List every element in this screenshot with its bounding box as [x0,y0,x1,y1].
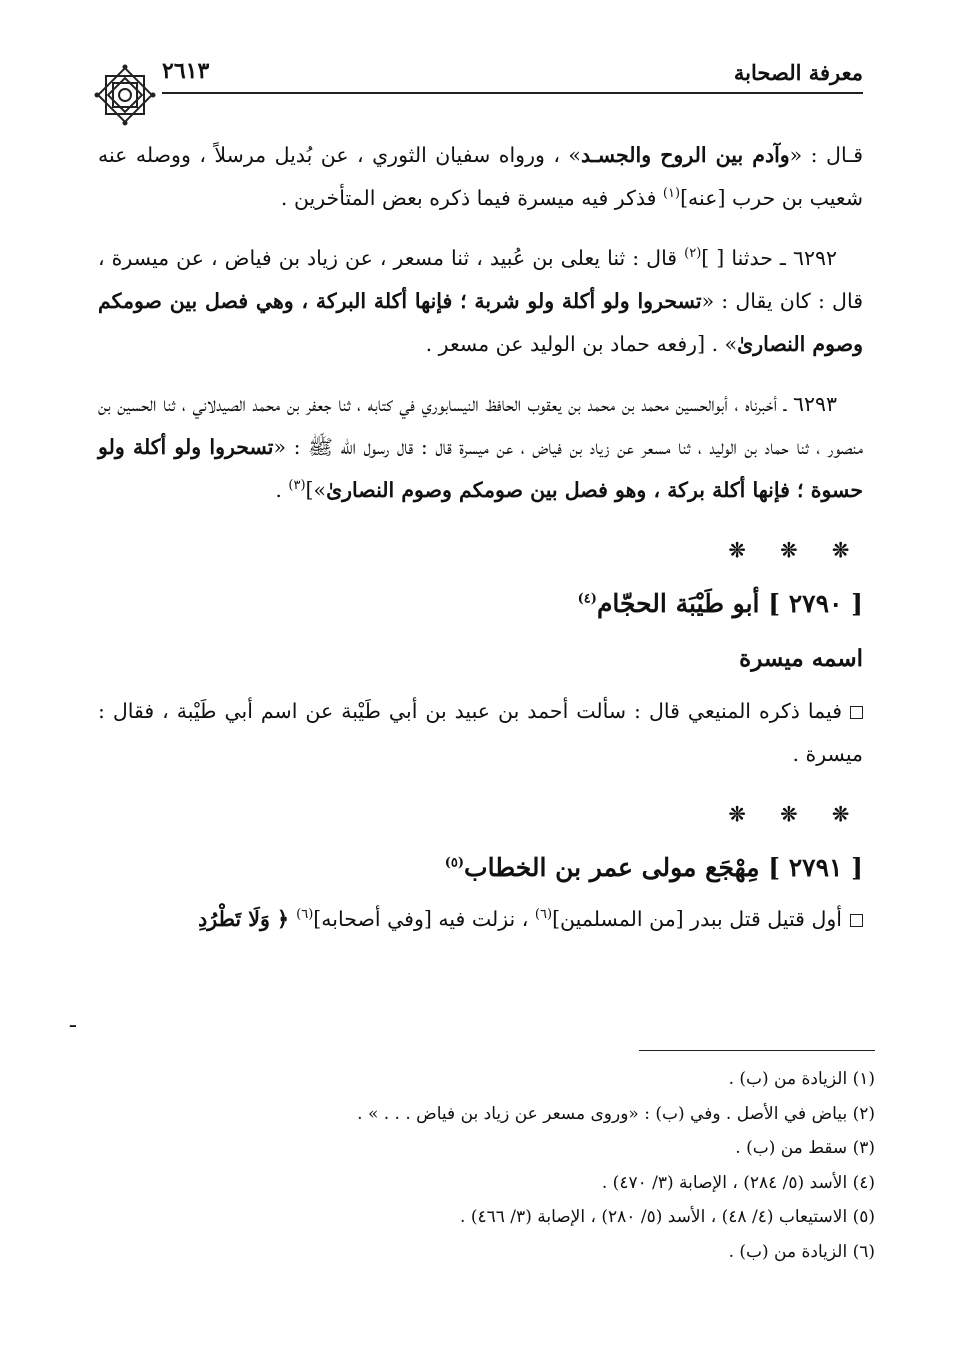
entry-2790-text [98,690,863,776]
square-bullet-icon [850,914,863,927]
star-ornament-icon [94,64,156,126]
page-header [92,52,863,98]
footnote-ref[interactable]: (٤) [577,591,597,607]
footnote-ref[interactable]: (٢) [684,246,702,262]
text-run: . [275,478,289,502]
text-run: قال : ثنا يعلى بن عُبيد ، ثنا مسعر ، عن زياد بن فياض ، عن ميسرة ، قال : كان يقال : « [98,246,863,313]
footnote-6: (٦) الزيادة من (ب) . [728,1241,875,1262]
line-continuation: ـ [70,1008,76,1032]
text-run: » ، ورواه سفيان الثوري ، عن بُديل مرسلاً ، ووصله عنه شعيب بن حرب [عنه] [98,143,863,210]
entry-title-2791 [98,842,863,894]
paragraph-1 [98,134,863,220]
text-run: فيما ذكره المنيعي قال : سألت أحمد بن عبيد بن أبي طَيْبة عن اسم أبي طَيْبة ، فقال : ميسرة . [98,699,863,766]
bold-quote: تسحروا ولو أكلة ولو شربة ؛ فإنها أكلة البركة ، وهي فصل بين صومكم وصوم النصارىٰ [98,289,863,356]
footnote-4: (٤) الأسد (٥/ ٢٨٤) ، الإصابة (٣/ ٤٧٠) . [601,1172,875,1193]
text-run: أول قتيل قتل ببدر [من المسلمين] [552,907,842,931]
page-number: ٢٦١٣ [162,58,210,84]
separator-stars: ❊ ❊ ❊ [728,538,863,562]
main-text [98,134,863,958]
footnote-ref[interactable]: (١) [662,186,681,202]
text-run: ٦٢٩٣ ـ أخبرناه ، أبوالحسين محمد بن محمد بن يعقوب الحافظ النيسابوري في كتابه ، ثنا جعفر بن محمد الصيدلاني ، ثنا الحسين بن منصور ، ثنا حماد بن الوليد ، ثنا مسعر عن زياد بن فياض ، عن ميسرة قال : قال رسول الله ﷺ : « [98,392,863,459]
text-run: »] [305,478,327,502]
footnote-ref[interactable]: (٦) [296,907,314,923]
footnotes [98,1062,875,1269]
hadith-6292 [98,237,863,366]
text-run: ، نزلت فيه [وفي أصحابه] [313,907,535,931]
square-bullet-icon [850,706,863,719]
entry-title-2790 [98,578,863,630]
text-run: » . [رفعه حماد بن الوليد عن مسعر . [425,332,738,356]
entry-title-text: [ ٢٧٩٠ ] أبو طَيْبَة الحجّام [596,589,863,618]
footnote-3: (٣) سقط من (ب) . [735,1138,875,1158]
footnote-2: (٢) بياض في الأصل . وفي (ب) : «وروى مسعر عن زياد بن فياض . . . » . [357,1103,875,1124]
footnote-rule [639,1050,875,1051]
book-title: معرفة الصحابة [733,60,863,85]
text-run: ٦٢٩٢ ـ حدثنا [ ] [701,246,837,270]
text-run: قـال : « [789,143,863,167]
entry-title-text: [ ٢٧٩١ ] مِهْجَع مولى عمر بن الخطاب [464,853,863,882]
footnote-ref[interactable]: (٦) [534,907,553,923]
footnote-1: (١) الزيادة من (ب) . [728,1069,875,1089]
entry-subtitle: اسمه ميسرة [739,645,863,672]
entry-2791-text [98,898,863,941]
header-rule [162,92,863,94]
separator-stars: ❊ ❊ ❊ [728,802,863,826]
quran-quote: ﴿ وَلَا تَطْرُدِ [198,907,297,931]
bold-quote: وآدم بين الروح والجسـد [580,143,790,167]
bold-quote: تسحروا ولو أكلة ولو حسوة ؛ فإنها أكلة بركة ، وهو فصل بين صومكم وصوم النصارىٰ [98,435,863,502]
text-run: فذكر فيه ميسرة فيما ذكره بعض المتأخرين . [280,186,663,210]
footnote-ref[interactable]: (٣) [288,478,306,494]
footnote-5: (٥) الاستيعاب (٤/ ٤٨) ، الأسد (٥/ ٢٨٠) ، الإصابة (٣/ ٤٦٦) . [460,1207,875,1227]
hadith-6293 [98,383,863,512]
footnote-ref[interactable]: (٥) [444,855,465,871]
